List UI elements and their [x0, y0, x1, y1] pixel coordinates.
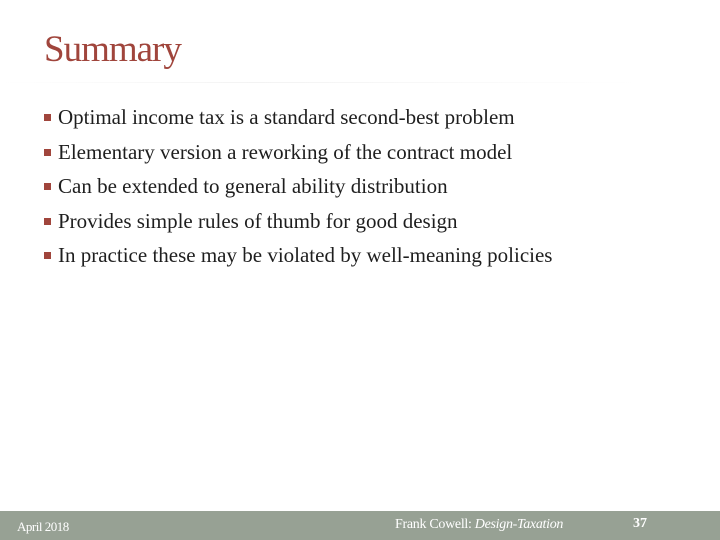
bullet-text: Provides simple rules of thumb for good design — [58, 208, 458, 233]
square-bullet-icon — [44, 149, 51, 156]
bullet-item — [44, 174, 552, 209]
bullet-text: Elementary version a reworking of the contract model — [58, 139, 513, 164]
bullet-item — [44, 140, 552, 175]
bullet-item — [44, 209, 552, 244]
title-divider — [0, 82, 640, 83]
footer-date: April 2018 — [17, 519, 69, 534]
bullet-list — [44, 105, 552, 278]
bullet-item — [44, 105, 552, 140]
footer-bar — [0, 511, 720, 540]
square-bullet-icon — [44, 114, 51, 121]
bullet-text: In practice these may be violated by well-meaning policies — [58, 243, 553, 268]
slide-title: Summary — [44, 29, 181, 70]
square-bullet-icon — [44, 183, 51, 190]
footer-author: Frank Cowell: — [395, 517, 472, 532]
bullet-item — [44, 243, 552, 278]
square-bullet-icon — [44, 252, 51, 259]
bullet-text: Optimal income tax is a standard second-best problem — [58, 105, 515, 129]
bullet-text: Can be extended to general ability distribution — [58, 174, 448, 199]
footer-credit — [395, 517, 563, 533]
footer-course: Design-Taxation — [474, 517, 564, 532]
square-bullet-icon — [44, 218, 51, 225]
page-number: 37 — [633, 516, 647, 531]
